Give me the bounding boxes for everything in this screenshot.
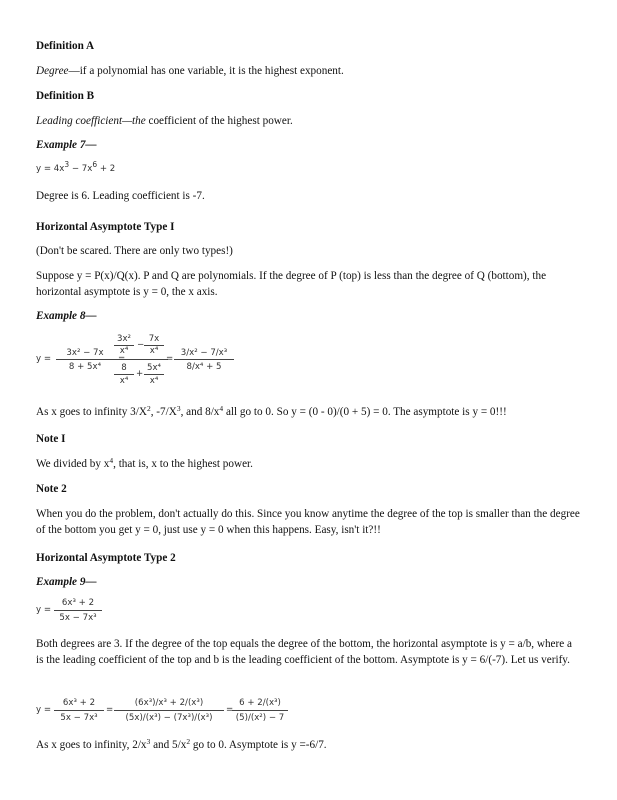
ex9-num: 6x³ + 2 [61,598,95,608]
ex9-y: y = [36,605,52,615]
note-2-text: When you do the problem, don't actually do this. Since you know anytime the degree of the top is smaller than the degree of the bottom you get y = 0, just use y = 0 when this happens. Easy, isn't it?!! [36,508,580,536]
ex9-verify-bar2 [114,710,224,711]
definition-b-text [36,115,293,128]
ex9-explain-a: As x goes to infinity, 2/x [36,739,147,751]
ex9-verify-num2: (6x³)/x³ + 2/(x³) [134,698,204,708]
ex8-minus: − [137,340,145,350]
ex8-eq1: = [118,354,126,364]
ex9-explain-e: go to 0. Asymptote is y =-6/7. [190,739,327,751]
ex8-b2d: x⁴ [149,376,159,386]
ex8-eq2: = [166,354,174,364]
ex8-b1n: 8 [121,363,127,373]
section-1-heading: Horizontal Asymptote Type I [36,221,175,233]
ex8-explain-b: 2 [146,404,151,413]
ex9-den: 5x − 7x³ [59,613,97,623]
ex8-explain-g: all go to 0. So y = (0 - 0)/(0 + 5) = 0. The asymptote is y = 0!!! [223,406,507,418]
ex8-explain-f: 4 [219,404,224,413]
ex8-bar1 [56,359,114,360]
ex8-b1d: x⁴ [119,376,129,386]
ex8-b2n: 5x⁴ [147,363,161,373]
ex8-y: y = [36,354,52,364]
ex8-t1d: x⁴ [119,346,129,356]
ex7-eq-a: y = 4x [36,164,65,174]
example-7-heading: Example 7— [36,139,97,151]
example-7-equation [36,160,116,174]
example-7-result: Degree is 6. Leading coefficient is -7. [36,190,205,202]
ex8-explain-c: , -7/X [150,406,177,418]
ex9-verify-den1: 5x − 7x³ [60,713,98,723]
ex8-explain-d: 3 [176,404,181,413]
ex9-verify-y: y = [36,705,52,715]
ex9-verify-num3: 6 + 2/(x³) [239,698,281,708]
ex9-verify-eq1: = [106,705,114,715]
ex8-bar2 [110,359,168,360]
example-9-paragraph: Both degrees are 3. If the degree of the top equals the degree of the bottom, the horizontal asymptote is y = a/b, where a is the leading coefficient of the top and b is the leading coefficient of the bottom. Asymptote is y = 6/(-7). Let us verify. [36,638,572,666]
note-1-text-c: , that is, x to the highest power. [113,458,253,470]
ex8-b2-bar [144,374,164,375]
section-2-heading: Horizontal Asymptote Type 2 [36,552,176,564]
ex8-b1-bar [114,374,134,375]
note-1-text [36,458,253,471]
ex7-eq-e: + 2 [97,164,116,174]
ex9-verify-bar1 [54,710,104,711]
ex8-explain-a: As x goes to infinity 3/X [36,406,147,418]
note-1-heading: Note I [36,433,66,445]
definition-a-text [36,65,344,78]
example-8-explanation [36,406,507,419]
ex9-verify-den3: (5)/(x²) − 7 [235,713,285,723]
ex8-t1n: 3x² [117,334,131,344]
definition-b-heading: Definition B [36,90,95,102]
definition-b-term: Leading coefficient—the [36,115,146,127]
ex7-eq-c: − 7x [69,164,93,174]
ex8-num3: 3/x² − 7/x³ [180,348,228,358]
ex8-bar3 [174,359,234,360]
ex8-plus: + [136,369,144,379]
definition-a-body: —if a polynomial has one variable, it is the highest exponent. [68,65,344,77]
ex9-verify-num1: 6x³ + 2 [62,698,96,708]
ex7-eq-b: 3 [64,160,70,169]
note-2-heading: Note 2 [36,483,67,495]
ex8-den1: 8 + 5x⁴ [68,362,102,372]
definition-a-heading: Definition A [36,40,95,52]
ex8-t2n: 7x [148,334,160,344]
ex7-eq-d: 6 [92,160,98,169]
ex8-explain-e: , and 8/x [180,406,220,418]
ex9-verify-bar3 [232,710,288,711]
ex9-explain-b: 3 [146,737,151,746]
section-1-paragraph: Suppose y = P(x)/Q(x). P and Q are polynomials. If the degree of P (top) is less than the degree of Q (bottom), the horizontal asymptote is y = 0, the x axis. [36,270,547,298]
ex9-verify-eq2: = [226,705,234,715]
definition-a-term: Degree [36,65,69,77]
ex9-verify-den2: (5x)/(x³) − (7x³)/(x³) [125,713,213,723]
example-9-heading: Example 9— [36,576,97,588]
section-1-aside: (Don't be scared. There are only two types!) [36,245,233,257]
ex8-t2d: x⁴ [149,346,159,356]
ex9-explain-c: and 5/x [150,739,187,751]
ex9-explain-d: 2 [186,737,191,746]
example-8-heading: Example 8— [36,310,97,322]
note-1-text-b: 4 [109,456,114,465]
ex8-den3: 8/x⁴ + 5 [186,362,222,372]
definition-b-body: coefficient of the highest power. [145,115,293,127]
ex9-bar [54,610,102,611]
note-1-text-a: We divided by x [36,458,110,470]
ex8-num1: 3x² − 7x [66,348,104,358]
example-9-explanation [36,739,327,752]
